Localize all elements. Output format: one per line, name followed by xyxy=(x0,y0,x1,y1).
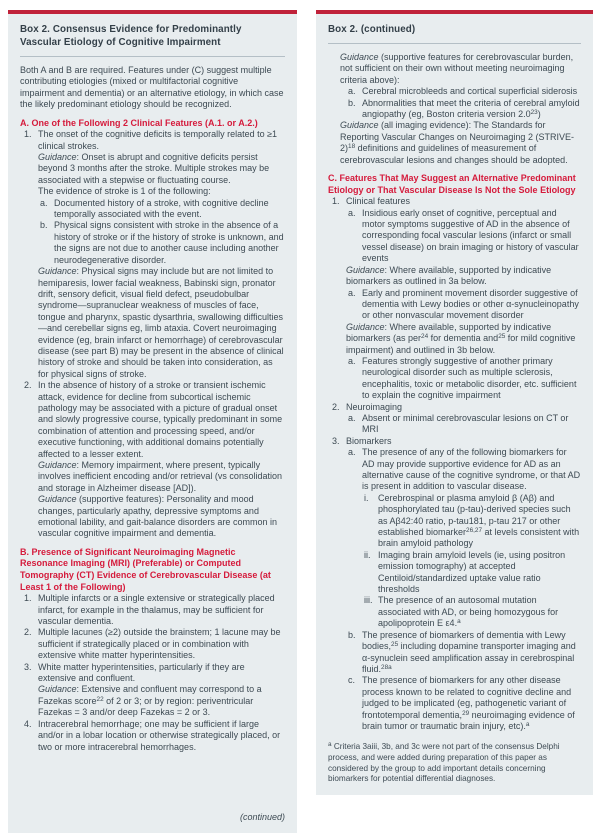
box-content-left xyxy=(20,65,285,823)
box2-left-column xyxy=(8,10,297,833)
list-item-c3b: b. The presence of biomarkers of dementia with Lewy bodies,$^{25}$ including dopamine transporter imaging and α-synuclein seed amplification assay in cerebrospinal fluid.$^{28a}$ xyxy=(348,629,576,674)
list-marker: 1. xyxy=(332,196,340,207)
list-marker: a. xyxy=(348,355,356,366)
list-item-c1a3: a. Features strongly suggestive of another primary neurological disorder such as multiple sclerosis, encephalitis, toxic or metabolic disorder, etc. sufficient to explain the cognitive impairment xyxy=(348,355,577,401)
section-heading-b: B. Presence of Significant Neuroimaging Magnetic Resonance Imaging (MRI) (Preferable) or Computed Tomography (CT) Evidence of Cerebrovascular Disease (at Least 1 of the Following) xyxy=(20,546,271,592)
guidance-paragraph: Guidance (supportive features): Personality and mood changes, particularly apathy, depressive symptoms and emotional lability, and gait-balance disorders are common in vascular cognitive impairment and dementia. xyxy=(38,494,277,539)
guidance-paragraph: Guidance: Memory impairment, where present, typically involves inefficient encoding and/or retrieval (vs consolidation and storage in Alzheimer disease [AD]). xyxy=(38,460,282,493)
list-item-b3: 3. White matter hyperintensities, particularly if they are extensive and confluent. xyxy=(24,661,245,684)
list-item-b2: 2. Multiple lacunes (≥2) outside the brainstem; 1 lacune may be sufficient if strategically placed or in combination with extensive white matter hyperintensities. xyxy=(24,627,281,661)
list-marker: a. xyxy=(348,207,356,218)
section-heading-c: C. Features That May Suggest an Alternative Predominant Etiology or That Vascular Disease Is Not the Sole Etiology xyxy=(328,173,576,195)
list-item-c2a: a. Absent or minimal cerebrovascular lesions on CT or MRI xyxy=(348,412,569,435)
continued-note: (continued) xyxy=(239,811,285,822)
box-title-right: Box 2. (continued) xyxy=(328,24,416,35)
box-title-left: Box 2. Consensus Evidence for Predominantly Vascular Etiology of Cognitive Impairment xyxy=(20,24,242,48)
list-item-c3c: c. The presence of biomarkers for any other disease process known to be related to cognitive decline and judged to be implicated (eg, pathogenetic variant of frontotemporal dementia,$^{29}$ neuroimaging evidence of brain tumor or traumatic brain injury, etc).$^a$ xyxy=(348,675,575,731)
list-marker: ii. xyxy=(364,549,371,560)
list-item-b4: 4. Intracerebral hemorrhage; one may be sufficient if large and/or in a lobar location or otherwise strategically placed, or two or more intracerebral hemorrhages. xyxy=(24,718,281,752)
list-marker: a. xyxy=(40,197,48,208)
list-item-bb: b. Abnormalities that meet the criteria of cerebral amyloid angiopathy (eg, Boston criteria version $2.0^{23}$) xyxy=(348,97,580,120)
footnote: $^a$ Criteria 3aiii, 3b, and 3c were not part of the consensus Delphi process, and were added during preparation of this paper as considered by the group to add important details concerning biomarkers for potential differential diagnoses. xyxy=(328,741,560,784)
evidence-lead-in: The evidence of stroke is 1 of the following: xyxy=(38,186,211,197)
list-marker: 3. xyxy=(332,435,340,446)
list-marker: 2. xyxy=(24,380,32,391)
guidance-paragraph: Guidance: Extensive and confluent may correspond to a Fazekas score$^{22}$ of 2 or 3; or by region: periventricular Fazekas = 3 and/or deep Fazekas = 2 or 3. xyxy=(38,684,262,718)
section-heading-a: A. One of the Following 2 Clinical Features (A.1. or A.2.) xyxy=(20,117,258,128)
list-item-c3a-ii: ii. Imaging brain amyloid levels (ie, using positron emission tomography) at accepted Centiloid/standardized uptake value ratio thresholds xyxy=(364,549,566,595)
list-item-a2: 2. In the absence of history of a stroke or transient ischemic attack, evidence for decline from subcortical ischemic pathology may be associated with a picture of gradual onset and slowly progressive course, typically predominant in some combination of attention and processing speed, and/or executive functioning, with additional domains potentially affected to a lesser extent. xyxy=(24,380,283,459)
guidance-paragraph: Guidance: Where available, supported by indicative biomarkers as outlined in 3a below. xyxy=(346,264,552,287)
list-marker: a. xyxy=(348,287,356,298)
list-item-c1a2: a. Early and prominent movement disorder suggestive of dementia with Lewy bodies or other α-synucleinopathy or other nonvascular movement disorder xyxy=(348,287,579,321)
list-item-c1: 1. Clinical features xyxy=(332,196,411,207)
intro-paragraph: Both A and B are required. Features under (C) suggest multiple contributing etiologies (mixed or multifactorial cognitive impairment and dementia) or an alternative etiology, in which case the likely predominant etiology should be recognized. xyxy=(20,65,284,110)
guidance-paragraph: Guidance: Where available, supported by indicative biomarkers (as per$^{24}$ for dementia and$^{25}$ for mild cognitive impairment) and outlined in 3b below. xyxy=(346,321,576,355)
list-item-c3a: a. The presence of any of the following biomarkers for AD may provide supportive evidence for AD as an alternative cause of the cognitive syndrome, or that AD is present in addition to vascular disease. xyxy=(348,447,581,492)
list-item-c3a-iii: iii. The presence of an autosomal mutation associated with AD, or being homozygous for apolipoprotein E ε4.$^a$ xyxy=(364,595,559,629)
list-item-b1: 1. Multiple infarcts or a single extensive or strategically placed infarct, for example in the thalamus, may be sufficient for vascular dementia. xyxy=(24,593,275,627)
list-marker: 2. xyxy=(332,401,340,412)
guidance-paragraph: Guidance (supportive features for cerebrovascular burden, not sufficient on their own without meeting neuroimaging criteria above): xyxy=(340,52,574,85)
list-marker: 1. xyxy=(24,593,32,604)
guidance-paragraph: Guidance: Physical signs may include but are not limited to hemiparesis, lower facial weakness, Babinski sign, pronator drift, sensory deficit, visual field defect, pseudobulbar syndrome—supranuclear weakness of muscles of face, tongue and pharynx, spastic dysarthria, swallowing difficulties—and cerebellar signs eg, limb ataxia. Covert neuroimaging evidence (eg, brain infarct or hemorrhage) of cerebrovascular disease (see part B) may be present in the absence of clinical history of stroke and should be taken into consideration, as for physical signs of stroke. xyxy=(38,266,284,379)
title-divider xyxy=(20,56,285,57)
list-marker: i. xyxy=(364,492,369,503)
list-item-ba: a. Cerebral microbleeds and cortical superficial siderosis xyxy=(348,86,578,97)
list-marker: b. xyxy=(348,629,356,640)
guidance-paragraph: Guidance: Onset is abrupt and cognitive deficits persist beyond 3 months after the stroke. Multiple strokes may be associated with a stepwise or fluctuating course. xyxy=(38,152,270,185)
list-marker: c. xyxy=(348,675,356,686)
list-marker: b. xyxy=(40,220,48,231)
list-marker: b. xyxy=(348,97,356,108)
list-marker: a. xyxy=(348,86,356,97)
list-item-c3a-i: i. Cerebrospinal or plasma amyloid β (Aβ) and phosphorylated tau (p-tau)-derived species such as Aβ42:40 ratio, p-tau181, p-tau 217 or other established biomarker$^{26,27}$ at levels consistent with brain amyloid pathology xyxy=(364,492,580,549)
list-marker: a. xyxy=(348,412,356,423)
list-item-c2: 2. Neuroimaging xyxy=(332,401,403,412)
list-marker: 4. xyxy=(24,718,32,729)
title-divider xyxy=(328,43,581,44)
guidance-paragraph: Guidance (all imaging evidence): The Standards for Reporting Vascular Changes on Neuroimaging 2 (STRIVE-2)$^{18}$ definitions and guidelines of measurement of cerebrovascular lesions and changes should be adopted. xyxy=(340,120,574,165)
list-item-a1: 1. The onset of the cognitive deficits is temporally related to ≥1 clinical strokes. xyxy=(24,129,278,151)
list-marker: 2. xyxy=(24,627,32,638)
list-item-c1a: a. Insidious early onset of cognitive, perceptual and motor symptoms suggestive of AD in the absence of corresponding focal vascular lesions (infarct or small vessel disease) on brain imaging or history of vascular events xyxy=(348,207,579,264)
box-content-right xyxy=(328,52,581,785)
box2-right-column xyxy=(316,10,593,795)
list-marker: 3. xyxy=(24,661,32,672)
list-item-a1a: a. Documented history of a stroke, with cognitive decline temporally associated with the event. xyxy=(40,197,269,220)
list-marker: 1. xyxy=(24,129,32,140)
list-item-a1b: b. Physical signs consistent with stroke in the absence of a history of stroke or if the history of stroke is unknown, and the signs are not due to another cause including another neurodegenerative disorder. xyxy=(40,220,284,265)
list-marker: iii. xyxy=(364,595,373,606)
list-marker: a. xyxy=(348,447,356,458)
list-item-c3: 3. Biomarkers xyxy=(332,435,392,446)
